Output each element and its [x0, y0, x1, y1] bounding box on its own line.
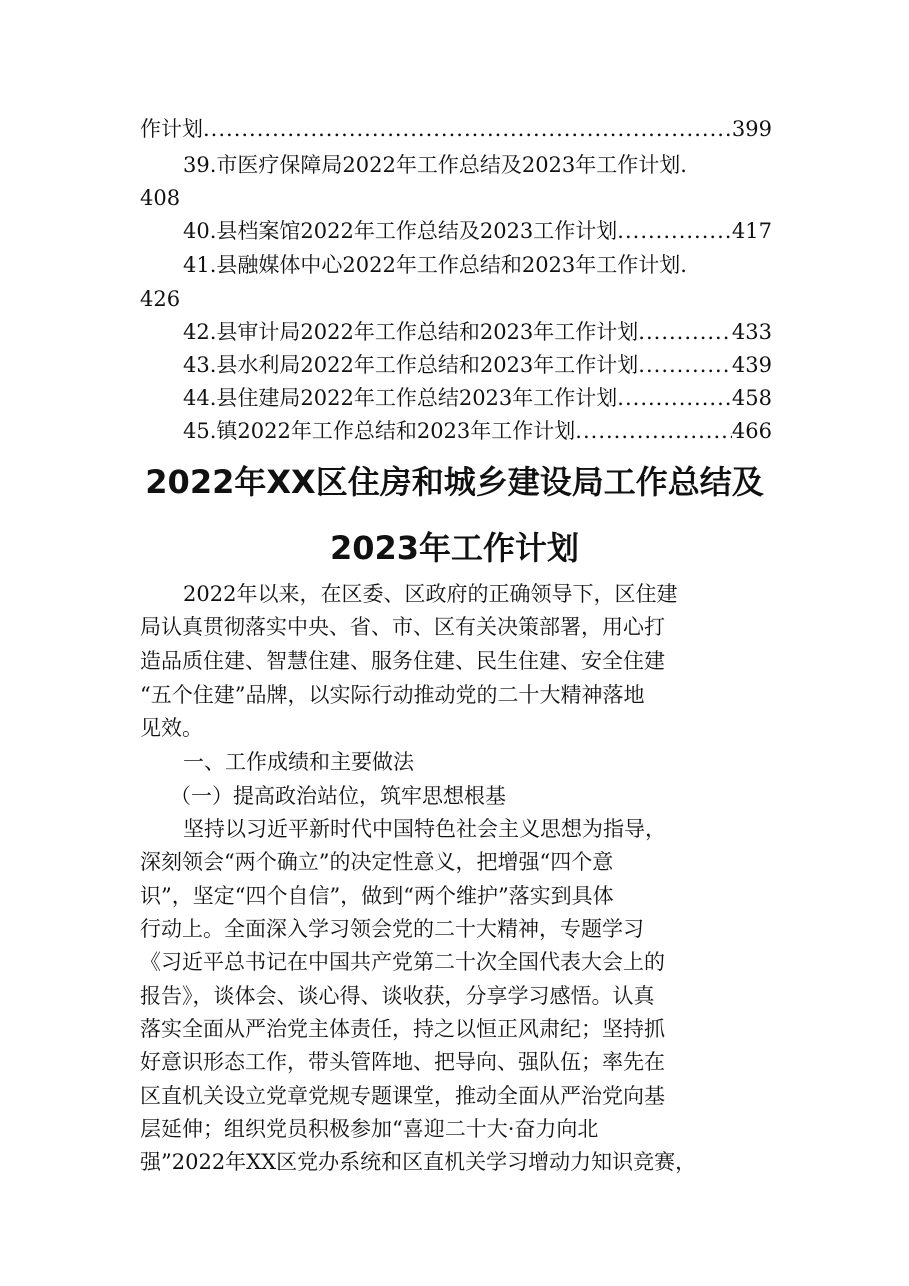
toc-entry-title: 40.县档案馆2022年工作总结及2023工作计划	[183, 219, 618, 243]
toc-leader-dots	[638, 349, 732, 382]
toc-entry	[183, 149, 772, 182]
toc-entry-page: 399	[731, 117, 772, 141]
article-title-line-2: 2023年工作计划	[329, 529, 580, 567]
toc-entry	[183, 349, 772, 382]
toc-entry-title: 45.镇2022年工作总结和2023年工作计划	[183, 419, 576, 443]
toc-entry	[183, 215, 772, 248]
toc-entry	[183, 249, 772, 282]
body-line: “五个住建”品牌，以实际行动推动党的二十大精神落地	[140, 683, 645, 707]
toc-entry	[140, 113, 772, 146]
toc-leader-dots	[617, 215, 732, 248]
toc-entry-title: 43.县水利局2022年工作总结和2023年工作计划	[183, 353, 639, 377]
toc-entry-page-wrap	[140, 182, 772, 215]
body-line: 区直机关设立党章党规专题课堂，推动全面从严治党向基	[140, 1084, 665, 1108]
body-line: 局认真贯彻落实中央、省、市、区有关决策部署，用心打	[140, 615, 665, 639]
toc-entry-title: 作计划	[140, 117, 203, 141]
toc-entry	[183, 415, 772, 448]
body-line: 行动上。全面深入学习领会党的二十大精神，专题学习	[140, 917, 644, 941]
body-line: 落实全面从严治党主体责任，持之以恒正风肃纪；坚持抓	[140, 1017, 665, 1041]
toc-leader-dots	[203, 113, 732, 146]
toc-entry-page: 439	[731, 353, 772, 377]
body-line: 层延伸；组织党员积极参加“喜迎二十大·奋力向北	[140, 1117, 599, 1141]
section-heading: 一、工作成绩和主要做法	[183, 750, 414, 774]
toc-entry-page: 466	[731, 419, 772, 443]
body-line: 《习近平总书记在中国共产党第二十次全国代表大会上的	[140, 950, 665, 974]
toc-entry-page: 433	[731, 320, 772, 344]
body-line: 造品质住建、智慧住建、服务住建、民生住建、安全住建	[140, 649, 665, 673]
toc-entry-page: 426	[140, 287, 181, 311]
toc-entry-page-wrap	[140, 283, 772, 316]
body-line: 见效。	[140, 716, 203, 740]
toc-entry-page: 408	[140, 186, 181, 210]
toc-entry-title: 42.县审计局2022年工作总结和2023年工作计划	[183, 320, 639, 344]
toc-leader-dots	[638, 316, 732, 349]
article-title-line-1: 2022年XX区住房和城乡建设局工作总结及	[145, 463, 764, 501]
body-line: 2022年以来，在区委、区政府的正确领导下，区住建	[183, 582, 678, 606]
body-line: 深刻领会“两个确立”的决定性意义，把增强“四个意	[140, 850, 614, 874]
body-line: 识”，坚定“四个自信”，做到“两个维护”落实到具体	[140, 884, 614, 908]
toc-entry-title: 44.县住建局2022年工作总结2023年工作计划	[183, 386, 618, 410]
toc-entry	[183, 382, 772, 415]
toc-entry-page: 417	[731, 219, 772, 243]
subsection-heading: （一）提高政治站位，筑牢思想根基	[170, 784, 506, 808]
toc-leader-dots	[617, 382, 732, 415]
toc-entry	[183, 316, 772, 349]
body-line: 强”2022年XX区党办系统和区直机关学习增动力知识竞赛，	[140, 1150, 697, 1174]
body-line: 坚持以习近平新时代中国特色社会主义思想为指导，	[183, 817, 666, 841]
toc-entry-title: 41.县融媒体中心2022年工作总结和2023年工作计划.	[183, 253, 687, 277]
toc-leader-dots	[575, 415, 732, 448]
toc-entry-page: 458	[731, 386, 772, 410]
body-line: 报告》，谈体会、谈心得、谈收获，分享学习感悟。认真	[140, 984, 655, 1008]
body-line: 好意识形态工作，带头管阵地、把导向、强队伍；率先在	[140, 1050, 665, 1074]
toc-entry-title: 39.市医疗保障局2022年工作总结及2023年工作计划.	[183, 153, 687, 177]
